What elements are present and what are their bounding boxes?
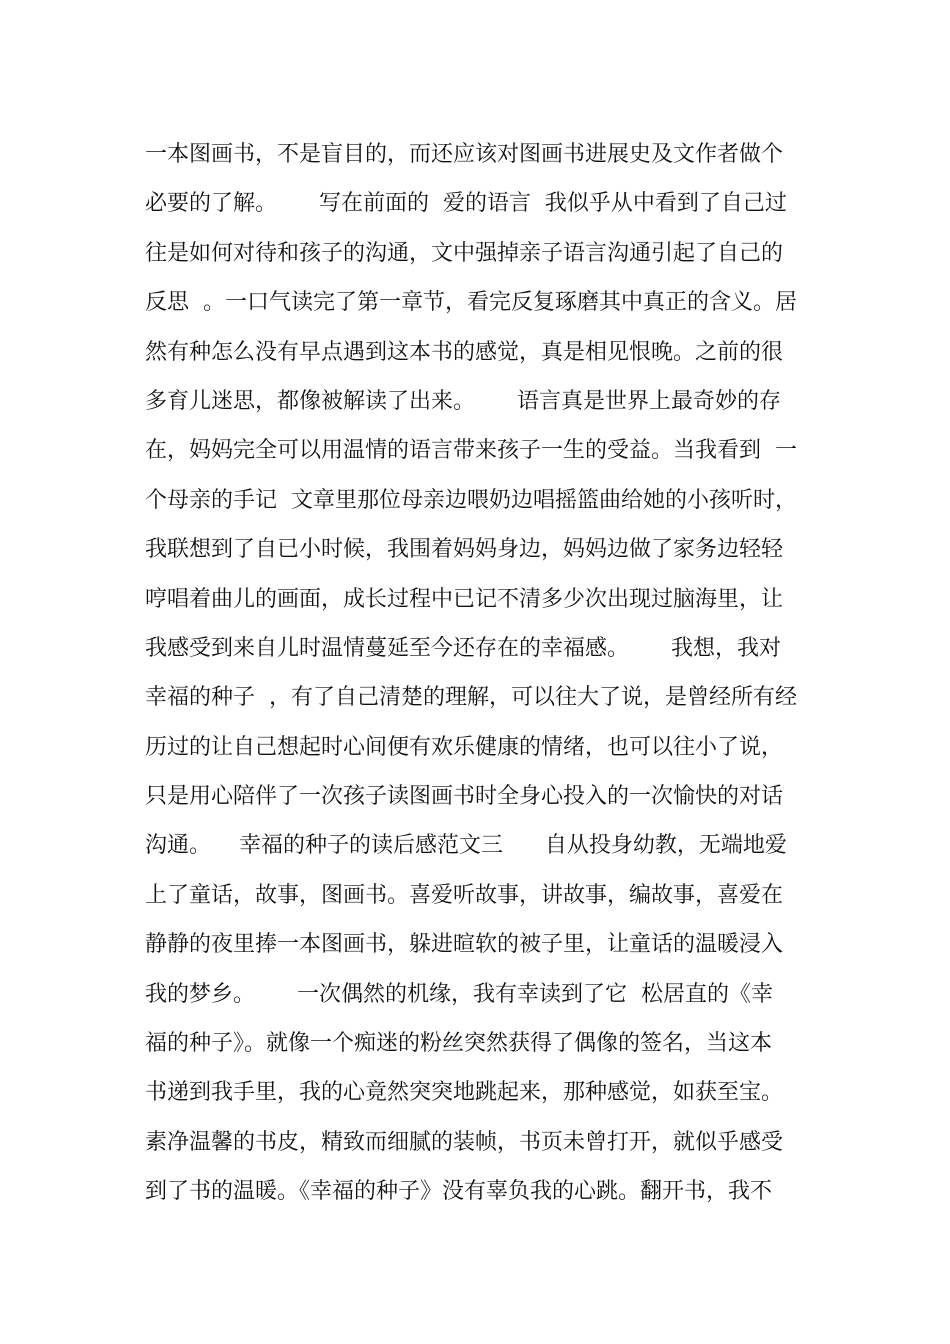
text-line: 幸福的种子 ，有了自己清楚的理解，可以往大了说，是曾经所有经 <box>145 685 797 711</box>
text-line: 反思 。一口气读完了第一章节，看完反复琢磨其中真正的含义。居 <box>145 290 797 316</box>
text-line: 福的种子》。就像一个痴迷的粉丝突然获得了偶像的签名，当这本 <box>145 1031 773 1057</box>
text-line: 沟通。 幸福的种子的读后感范文三 自从投身幼教，无端地爱 <box>145 833 787 859</box>
text-line: 素净温馨的书皮，精致而细腻的装帧，书页未曾打开，就似乎感受 <box>145 1129 784 1155</box>
text-line: 历过的让自己想起时心间便有欢乐健康的情绪，也可以往小了说， <box>145 734 784 760</box>
text-line: 多育儿迷思，都像被解读了出来。 语言真是世界上最奇妙的存 <box>145 388 781 414</box>
text-line: 个母亲的手记 文章里那位母亲边喂奶边唱摇篮曲给她的小孩听时， <box>145 487 797 513</box>
body-text <box>145 130 815 1217</box>
text-line: 往是如何对待和孩子的沟通，文中强掉亲子语言沟通引起了自己的 <box>145 240 784 266</box>
text-line: 一本图画书，不是盲目的，而还应该对图画书进展史及文作者做个 <box>145 142 784 167</box>
text-line: 上了童话，故事，图画书。喜爱听故事，讲故事，编故事，喜爱在 <box>145 882 784 908</box>
text-line: 必要的了解。 写在前面的 爱的语言 我似乎从中看到了自己过 <box>145 191 787 217</box>
text-line: 静静的夜里捧一本图画书，躲进暄软的被子里，让童话的温暖浸入 <box>145 932 784 958</box>
text-line: 我的梦乡。 一次偶然的机缘，我有幸读到了它 松居直的《幸 <box>145 981 773 1007</box>
text-line: 只是用心陪伴了一次孩子读图画书时全身心投入的一次愉快的对话 <box>145 784 784 810</box>
text-line: 到了书的温暖。《幸福的种子》没有辜负我的心跳。翻开书，我不 <box>145 1179 773 1205</box>
text-line: 哼唱着曲儿的画面，成长过程中已记不清多少次出现过脑海里，让 <box>145 586 784 612</box>
text-line: 我联想到了自已小时候，我围着妈妈身边，妈妈边做了家务边轻轻 <box>145 537 784 563</box>
text-line: 我感受到来自儿时温情蔓延至今还存在的幸福感。 我想，我对 <box>145 635 781 661</box>
text-line: 在，妈妈完全可以用温情的语言带来孩子一生的受益。当我看到 一 <box>145 438 797 464</box>
text-line: 然有种怎么没有早点遇到这本书的感觉，真是相见恨晚。之前的很 <box>145 339 784 365</box>
text-line: 书递到我手里，我的心竟然突突地跳起来，那种感觉，如获至宝。 <box>145 1080 784 1106</box>
